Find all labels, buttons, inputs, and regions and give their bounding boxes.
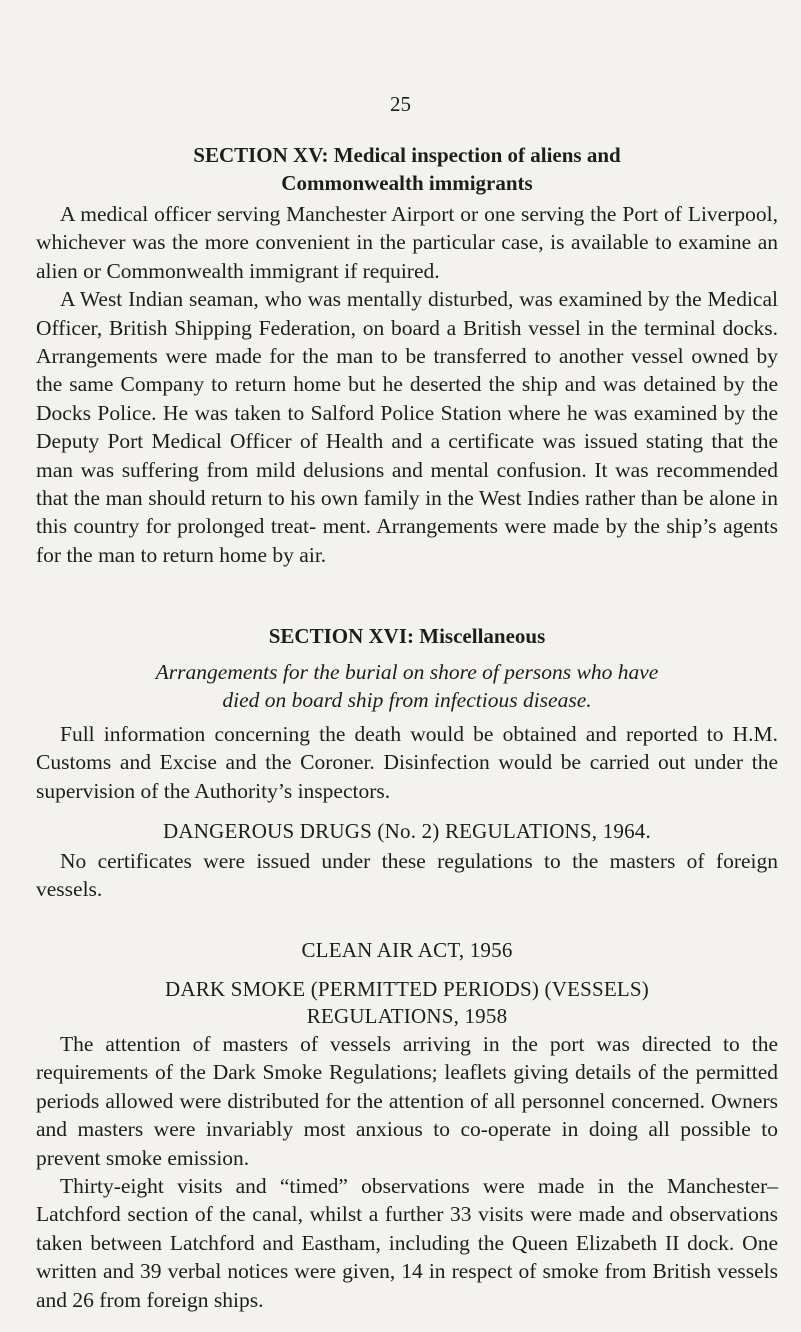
section-15-paragraph-1: A medical officer serving Manchester Airport or one serving the Port of Liverpool, whichever was the more convenient in the particular case, is available to examine an alien or Commonwealth immigrant if required. — [36, 202, 778, 283]
section-15-body — [36, 200, 778, 569]
clean-air-subheading-line2: REGULATIONS, 1958 — [306, 1004, 508, 1028]
section-15-heading-line1: SECTION XV: Medical inspection of aliens and — [193, 143, 621, 167]
section-16-subheading — [36, 658, 778, 714]
clean-air-subheading — [36, 976, 778, 1030]
section-16-subheading-line1: Arrangements for the burial on shore of persons who have — [155, 660, 659, 684]
section-16 — [36, 622, 778, 650]
clean-air-section — [36, 937, 778, 964]
section-16-paragraph-1: Full information concerning the death would be obtained and reported to H.M. Customs and Excise and the Coroner. Disinfection would be carried out under the supervision of the Authority’s inspectors. — [36, 722, 778, 803]
page-number: 25 — [390, 92, 411, 116]
drugs-body — [36, 847, 778, 904]
section-16-heading: SECTION XVI: Miscellaneous — [268, 624, 546, 648]
section-15-heading-line2: Commonwealth immigrants — [281, 171, 533, 195]
drugs-section — [36, 818, 778, 845]
drugs-paragraph-1: No certificates were issued under these regulations to the masters of foreign vessels. — [36, 849, 778, 902]
section-15 — [36, 141, 778, 197]
section-15-paragraph-2: A West Indian seaman, who was mentally disturbed, was examined by the Medical Officer, British Shipping Federation, on board a British vessel in the terminal docks. Arrangements were made for the man to be transferred to another vessel owned by the same Company to return home but he deserted the ship and was detained by the Docks Police. He was taken to Salford Police Station where he was examined by the Deputy Port Medical Officer of Health and a certificate was issued stating that the man was suffering from mild delusions and mental confusion. It was recommended that the man should return to his own family in the West Indies rather than be alone in this country for prolonged treat- ment. Arrangements were made by the ship’s agents for the man to return home by air. — [36, 287, 778, 567]
section-16-subheading-line2: died on board ship from infectious disease. — [222, 688, 592, 712]
clean-air-body — [36, 1030, 778, 1314]
drugs-heading: DANGEROUS DRUGS (No. 2) REGULATIONS, 1964. — [163, 819, 651, 843]
clean-air-heading: CLEAN AIR ACT, 1956 — [301, 938, 513, 962]
clean-air-subheading-line1: DARK SMOKE (PERMITTED PERIODS) (VESSELS) — [164, 977, 650, 1001]
clean-air-paragraph-2: Thirty-eight visits and “timed” observations were made in the Manchester–Latchford section of the canal, whilst a further 33 visits were made and observations taken between Latchford and Eastham, including the Queen Elizabeth II dock. One written and 39 verbal notices were given, 14 in respect of smoke from British vessels and 26 from foreign ships. — [36, 1174, 778, 1312]
clean-air-paragraph-1: The attention of masters of vessels arriving in the port was directed to the requirements of the Dark Smoke Regulations; leaflets giving details of the permitted periods allowed were distributed for the attention of all personnel concerned. Owners and masters were invariably most anxious to co-operate in doing all possible to prevent smoke emission. — [36, 1032, 778, 1170]
section-16-body — [36, 720, 778, 805]
